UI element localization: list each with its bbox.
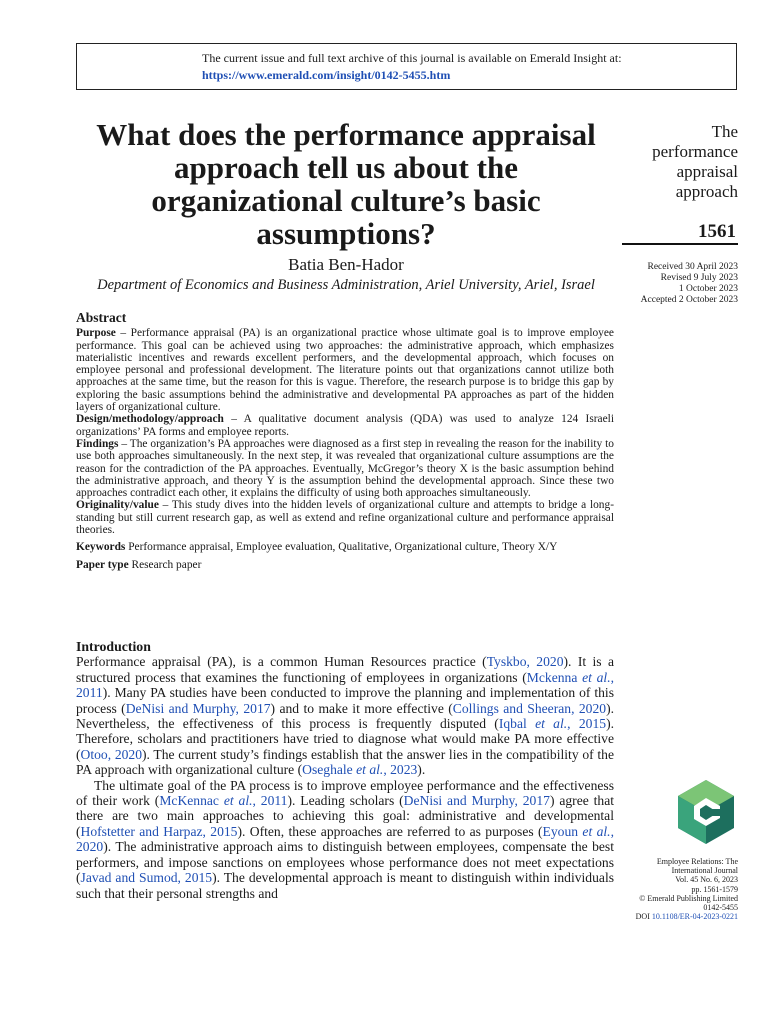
- citation-link[interactable]: Tyskbo, 2020: [486, 654, 564, 670]
- citation-link[interactable]: et al.: [582, 669, 611, 685]
- journal-name-line: Employee Relations: The: [656, 857, 738, 866]
- citation-link[interactable]: Hofstetter and Harpaz, 2015: [80, 823, 238, 839]
- paragraph-text: ) and to make it more effective (: [270, 700, 453, 716]
- paper-type-label: Paper type: [76, 558, 129, 571]
- method-label: Design/methodology/approach: [76, 413, 224, 426]
- abstract-findings: [76, 438, 614, 499]
- findings-label: Findings: [76, 437, 119, 450]
- journal-volume: Vol. 45 No. 6, 2023: [675, 875, 738, 885]
- citation-link[interactable]: et al.: [223, 793, 253, 809]
- citation-link[interactable]: et al.: [582, 823, 611, 839]
- introduction-heading: Introduction: [76, 639, 151, 654]
- purpose-text: – Performance appraisal (PA) is an organizational practice whose ultimate goal is to improve employee performance. This goal can be achieved using two approaches: the administrative approach, which emphasizes materialistic incentives and rewards excellent performers, and the developmental approach, which focuses on employee personal and professional development. The literature points out that organizations cannot utilize both approaches at the same time, but the reason for this is vague. Therefore, the research purpose is to bridge this gap by exploring the basic assumptions behind the administrative and developmental PA approaches as part of the hidden layers of organizational culture.: [76, 327, 614, 414]
- publisher-copyright: © Emerald Publishing Limited: [639, 893, 738, 903]
- page-number: 1561: [698, 221, 736, 242]
- originality-text: – This study dives into the hidden levels of organizational culture and attempts to bridge a long-standing but still current research gap, as well as extend and refine organizational culture and performance appraisal theories.: [76, 499, 614, 537]
- running-head: [620, 122, 738, 202]
- abstract-section: [76, 312, 614, 571]
- journal-citation-info: [620, 857, 738, 921]
- intro-paragraph-1: [76, 654, 614, 777]
- intro-paragraph-2: [76, 778, 614, 901]
- paragraph-text: The ultimate goal of the PA process is to improve employee performance and the effectiveness of their work (: [76, 777, 614, 809]
- journal-issn: 0142-5455: [703, 903, 738, 913]
- citation-link[interactable]: Otoo, 2020: [80, 746, 143, 762]
- abstract-keywords: [76, 541, 614, 553]
- paragraph-text: Performance appraisal (PA), is a common Human Resources practice (: [76, 654, 487, 670]
- author-affiliation: Department of Economics and Business Administration, Ariel University, Ariel, Israel: [97, 277, 595, 293]
- keywords-label: Keywords: [76, 541, 126, 554]
- citation-link[interactable]: Javad and Sumod, 2015: [80, 870, 213, 886]
- citation-link[interactable]: et al.: [356, 762, 384, 778]
- paragraph-text: ). Often, these approaches are referred to as purposes (: [237, 823, 543, 839]
- paragraph-text: ). It is a structured process that examines the functioning of employees in organizations (: [76, 654, 614, 685]
- running-head-line: approach: [675, 182, 738, 201]
- doi-line: [620, 912, 738, 921]
- abstract-heading: Abstract: [76, 310, 127, 325]
- article-title: What does the performance appraisal approach tell us about the organizational culture’s basic assumptions?: [96, 117, 596, 251]
- doi-link[interactable]: 10.1108/ER-04-2023-0221: [651, 912, 738, 922]
- citation-link[interactable]: , 2011: [252, 793, 288, 809]
- accepted-date: Accepted 2 October 2023: [640, 295, 738, 305]
- abstract-paper-type: [76, 559, 614, 571]
- running-head-line: The: [711, 122, 738, 141]
- doi-prefix: DOI: [635, 912, 652, 922]
- citation-link[interactable]: Iqbal: [498, 716, 536, 732]
- citation-link[interactable]: et al.: [535, 716, 568, 732]
- citation-link[interactable]: , 2020: [76, 823, 614, 855]
- journal-pages: pp. 1561-1579: [691, 884, 738, 894]
- page-number-rule: [622, 243, 738, 245]
- citation-link[interactable]: Collings and Sheeran, 2020: [452, 700, 607, 716]
- paper-type-text: Research paper: [128, 558, 202, 571]
- paragraph-text: ). The developmental approach is meant to distinguish within individuals such that their personal strengths and: [76, 870, 615, 901]
- citation-link[interactable]: Mckenna: [526, 669, 583, 685]
- running-head-line: appraisal: [676, 162, 738, 181]
- article-body: [76, 639, 614, 901]
- abstract-method: [76, 413, 614, 438]
- citation-link[interactable]: , 2011: [76, 669, 614, 701]
- revised-date-2: 1 October 2023: [678, 284, 738, 294]
- keywords-text: Performance appraisal, Employee evaluation, Qualitative, Organizational culture, Theory X/Y: [125, 541, 558, 554]
- running-head-line: performance: [652, 142, 738, 161]
- originality-label: Originality/value: [76, 499, 159, 512]
- paragraph-text: ). The administrative approach aims to distinguish between employees, compensate the best performers, and impose sanctions on employees whose performance does not meet expectations (: [76, 839, 614, 886]
- citation-link[interactable]: , 2023: [383, 762, 418, 778]
- method-text: – A qualitative document analysis (QDA) was used to analyze 124 Israeli organizations’ PA forms and employee reports.: [76, 413, 614, 438]
- abstract-originality: [76, 499, 614, 536]
- revised-date: Revised 9 July 2023: [660, 273, 738, 283]
- findings-text: – The organization’s PA approaches were diagnosed as a first step in revealing the reason for the inability to use both approaches simultaneously. In the next step, it was revealed that organizational culture assumptions are the reason for the contradiction of the PA approaches. Eventually, McGregor’s theory X is the basic assumption behind the administrative approach, and theory Y is the assumption behind the developmental approach. Since these two approaches contradict each other, it explains the difficulty of using both approaches simultaneously.: [76, 437, 614, 500]
- citation-link[interactable]: , 2015: [567, 716, 607, 732]
- received-date: Received 30 April 2023: [647, 262, 738, 272]
- paragraph-text: ). Leading scholars (: [287, 793, 404, 809]
- crossmark-check-for-updates-icon[interactable]: [676, 778, 736, 846]
- article-history-dates: [620, 262, 738, 306]
- paragraph-text: ). Therefore, scholars and practitioners have tried to diagnose what would make PA more effective (: [76, 716, 614, 762]
- citation-link[interactable]: Oseghale: [302, 762, 357, 778]
- paragraph-text: ). Many PA studies have been conducted to improve the planning and implementation of this process (: [76, 685, 614, 716]
- paragraph-text: ). Nevertheless, the effectiveness of this process is frequently disputed (: [76, 700, 614, 732]
- journal-archive-notice: [76, 43, 737, 90]
- citation-link[interactable]: DeNisi and Murphy, 2017: [125, 700, 271, 716]
- abstract-purpose: [76, 327, 614, 413]
- citation-link[interactable]: DeNisi and Murphy, 2017: [403, 793, 550, 809]
- citation-link[interactable]: Eyoun: [542, 823, 583, 839]
- journal-name-line: International Journal: [671, 866, 738, 876]
- paragraph-text: ). The current study’s findings establish that the answer lies in the compatibility of the PA approach with organizational culture (: [76, 746, 614, 778]
- author-name: Batia Ben-Hador: [288, 255, 404, 274]
- paragraph-text: ).: [417, 762, 426, 778]
- paragraph-text: ) agree that there are two main approaches to achieving this goal: administrative and developmental (: [76, 793, 615, 839]
- citation-link[interactable]: McKennac: [159, 793, 224, 809]
- archive-url-link[interactable]: https://www.emerald.com/insight/0142-5455.htm: [202, 68, 451, 82]
- archive-notice-text: The current issue and full text archive of this journal is available on Emerald Insight at:: [202, 51, 622, 65]
- purpose-label: Purpose: [76, 327, 116, 340]
